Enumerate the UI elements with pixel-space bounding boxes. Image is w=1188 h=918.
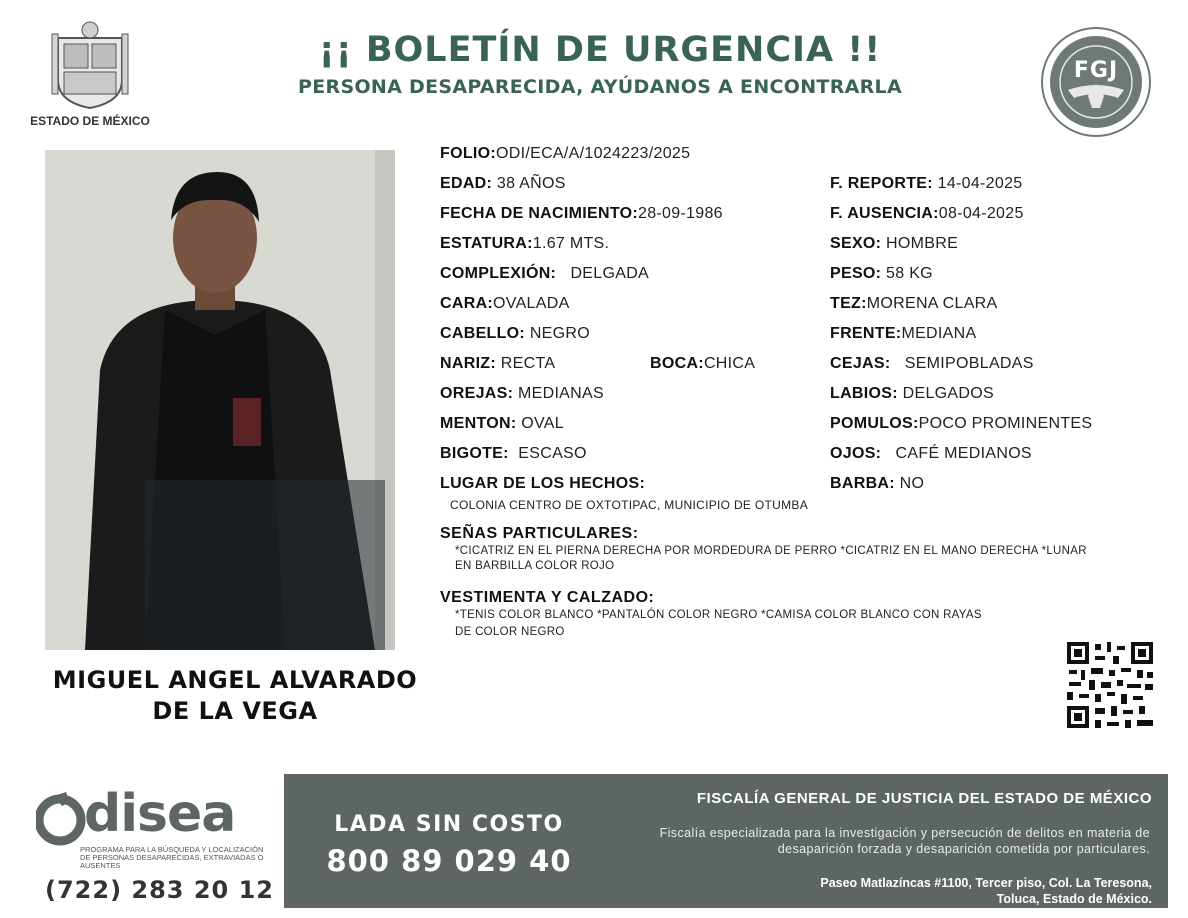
field-orejas: OREJAS: MEDIANAS	[440, 385, 604, 402]
estado-de-mexico-logo	[48, 20, 132, 110]
senas-heading: SEÑAS PARTICULARES:	[440, 525, 639, 542]
person-photo-placeholder-icon	[45, 150, 395, 650]
fgj-info-banner	[284, 774, 1168, 908]
estado-de-mexico-label: ESTADO DE MÉXICO	[30, 114, 150, 128]
person-name-line1: MIGUEL ANGEL ALVARADO	[52, 666, 418, 694]
field-complexion: COMPLEXIÓN: DELGADA	[440, 265, 650, 282]
fgj-seal-text: FGJ	[1073, 58, 1119, 83]
person-name-line2: DE LA VEGA	[152, 697, 318, 725]
field-ojos: OJOS: CAFÉ MEDIANOS	[830, 445, 1032, 462]
senas-line2: EN BARBILLA COLOR ROJO	[455, 560, 615, 572]
field-lugar-label: LUGAR DE LOS HECHOS:	[440, 475, 646, 492]
field-folio: FOLIO:ODI/ECA/A/1024223/2025	[440, 145, 691, 162]
field-tez: TEZ:MORENA CLARA	[830, 295, 998, 312]
odisea-logo-text: disea	[84, 784, 236, 844]
bulletin-title: ¡¡ BOLETÍN DE URGENCIA !!	[318, 30, 882, 70]
vestimenta-line2: DE COLOR NEGRO	[455, 626, 565, 638]
qr-code-icon	[1065, 640, 1155, 730]
vestimenta-heading: VESTIMENTA Y CALZADO:	[440, 589, 655, 606]
bulletin-subtitle: PERSONA DESAPARECIDA, AYÚDANOS A ENCONTRARLA	[298, 76, 902, 98]
field-estatura: ESTATURA:1.67 MTS.	[440, 235, 610, 252]
field-cabello: CABELLO: NEGRO	[440, 325, 590, 342]
person-name	[30, 665, 440, 727]
senas-line1: *CICATRIZ EN EL PIERNA DERECHA POR MORDEDURA DE PERRO *CICATRIZ EN EL MANO DERECHA *LUNAR	[455, 545, 1087, 557]
odisea-program-label: PROGRAMA PARA LA BÚSQUEDA Y LOCALIZACIÓN DE PERSONAS DESAPARECIDAS, EXTRAVIADAS O AUSENTES	[80, 845, 264, 870]
field-edad: EDAD: 38 AÑOS	[440, 175, 566, 192]
field-f-ausencia: F. AUSENCIA:08-04-2025	[830, 205, 1024, 222]
field-barba: BARBA: NO	[830, 475, 925, 492]
field-frente: FRENTE:MEDIANA	[830, 325, 977, 342]
coat-of-arms-icon	[48, 20, 132, 110]
fgj-name: FISCALÍA GENERAL DE JUSTICIA DEL ESTADO DE MÉXICO	[696, 790, 1152, 807]
field-labios: LABIOS: DELGADOS	[830, 385, 994, 402]
field-boca: BOCA:CHICA	[650, 355, 756, 372]
fgj-address	[592, 875, 1152, 907]
field-lugar-value: COLONIA CENTRO DE OXTOTIPAC, MUNICIPIO DE OTUMBA	[450, 498, 808, 512]
field-bigote: BIGOTE: ESCASO	[440, 445, 587, 462]
field-fecha-nacimiento: FECHA DE NACIMIENTO:28-09-1986	[440, 205, 723, 222]
field-cejas: CEJAS: SEMIPOBLADAS	[830, 355, 1034, 372]
fgj-address-line1: Paseo Matlazíncas #1100, Tercer piso, Col. La Teresona,	[820, 876, 1152, 890]
odisea-logo	[36, 784, 276, 846]
missing-person-photo	[45, 150, 395, 650]
field-menton: MENTON: OVAL	[440, 415, 564, 432]
vestimenta-line1: *TENIS COLOR BLANCO *PANTALÓN COLOR NEGRO *CAMISA COLOR BLANCO CON RAYAS	[455, 609, 982, 621]
fgj-description: Fiscalía especializada para la investigación y persecución de delitos en materia de desaparición forzada y desaparición cometida por particulares.	[659, 826, 1150, 856]
odisea-phone: (722) 283 20 12	[45, 876, 274, 904]
field-f-reporte: F. REPORTE: 14-04-2025	[830, 175, 1023, 192]
lada-number[interactable]: 800 89 029 40	[326, 844, 572, 878]
field-cara: CARA:OVALADA	[440, 295, 570, 312]
lada-sin-costo-label: LADA SIN COSTO	[334, 812, 564, 837]
fgj-address-line2: Toluca, Estado de México.	[996, 892, 1152, 906]
field-peso: PESO: 58 KG	[830, 265, 933, 282]
field-sexo: SEXO: HOMBRE	[830, 235, 959, 252]
field-nariz: NARIZ: RECTA	[440, 355, 556, 372]
fgj-seal-logo	[1040, 26, 1152, 138]
qr-code[interactable]	[1065, 640, 1155, 730]
field-pomulos: POMULOS:POCO PROMINENTES	[830, 415, 1093, 432]
odisea-circle-icon	[36, 790, 86, 846]
